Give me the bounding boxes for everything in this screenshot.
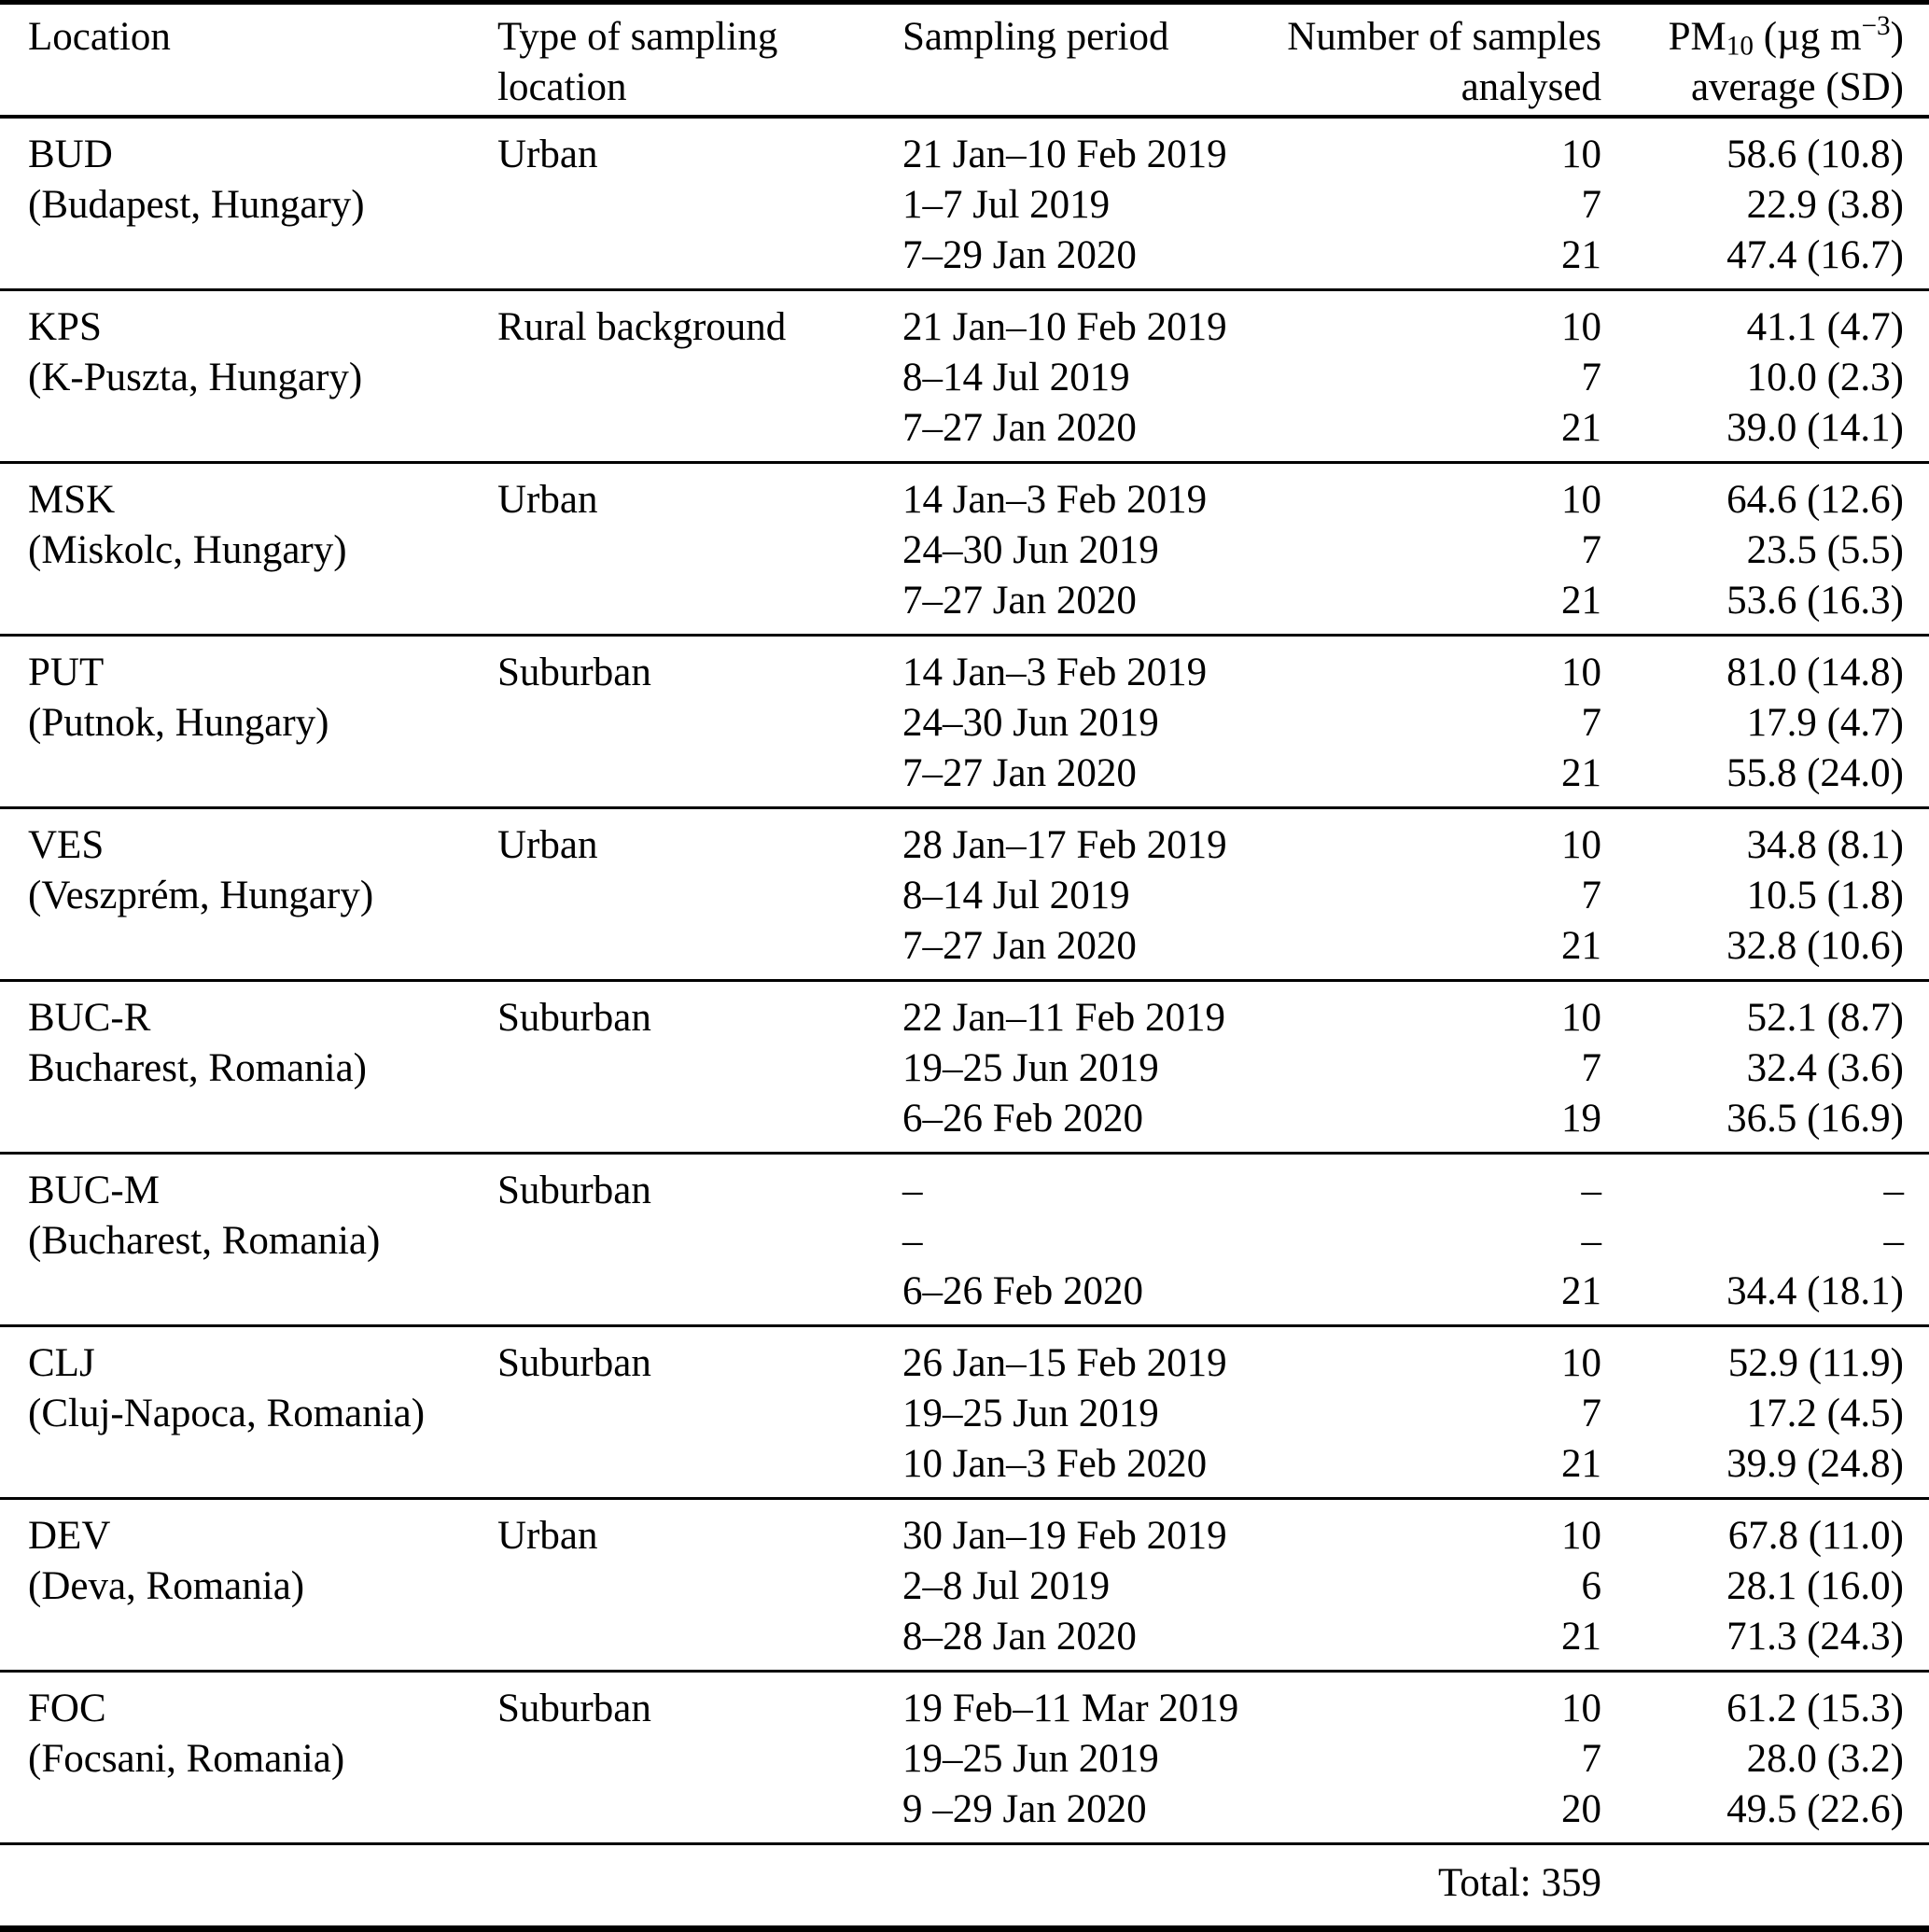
type-cell: [497, 636, 902, 808]
location-city: (Deva, Romania): [28, 1564, 305, 1608]
type-cell: [497, 463, 902, 636]
header-type: [497, 3, 902, 118]
pm10-value: 32.4 (3.6): [1746, 1046, 1904, 1090]
period-line: 19 Feb–11 Mar 2019: [902, 1687, 1239, 1730]
period-line: 14 Jan–3 Feb 2019: [902, 478, 1208, 522]
period-line: 21 Jan–10 Feb 2019: [902, 305, 1227, 349]
location-code: MSK: [28, 478, 116, 522]
type-cell: [497, 1672, 902, 1844]
location-code: BUC-M: [28, 1169, 160, 1212]
location-city: (Veszprém, Hungary): [28, 874, 374, 917]
period-cell: [902, 1672, 1287, 1844]
pm10-value: 28.1 (16.0): [1726, 1564, 1904, 1608]
pm10-value: 28.0 (3.2): [1746, 1737, 1904, 1781]
period-line: 9 –29 Jan 2020: [902, 1787, 1147, 1831]
location-cell: [0, 117, 497, 290]
pm10-value: 49.5 (22.6): [1726, 1787, 1904, 1831]
samples-cell: [1287, 463, 1601, 636]
period-line: 8–14 Jul 2019: [902, 356, 1130, 399]
period-line: 7–27 Jan 2020: [902, 751, 1137, 795]
period-line: 6–26 Feb 2020: [902, 1097, 1143, 1141]
location-cell: [0, 1499, 497, 1672]
samples-value: 7: [1581, 1046, 1601, 1090]
samples-cell: [1287, 290, 1601, 463]
samples-value: 10: [1561, 651, 1601, 694]
period-line: 7–27 Jan 2020: [902, 406, 1137, 450]
location-city: (Miskolc, Hungary): [28, 528, 347, 572]
period-line: 7–29 Jan 2020: [902, 233, 1137, 277]
pm-text: PM: [1668, 15, 1726, 59]
type-cell: [497, 117, 902, 290]
period-line: 19–25 Jun 2019: [902, 1046, 1159, 1090]
type-label: Urban: [497, 823, 598, 867]
pm10-value: 47.4 (16.7): [1726, 233, 1904, 277]
header-type-line2: location: [497, 65, 627, 109]
table-row-clj: [0, 1326, 1929, 1499]
samples-value: 21: [1561, 233, 1601, 277]
samples-value: 7: [1581, 1737, 1601, 1781]
pm10-cell: [1601, 463, 1929, 636]
samples-value: 10: [1561, 305, 1601, 349]
samples-cell: [1287, 1154, 1601, 1326]
type-cell: [497, 290, 902, 463]
location-city: (Bucharest, Romania): [28, 1219, 381, 1263]
table-row-foc: [0, 1672, 1929, 1844]
header-location: [0, 3, 497, 118]
type-label: Urban: [497, 133, 598, 176]
type-label: Rural background: [497, 305, 787, 349]
pm10-value: –: [1883, 1219, 1904, 1263]
pm-unit-close: ): [1890, 15, 1904, 59]
type-label: Urban: [497, 1514, 598, 1558]
period-line: 19–25 Jun 2019: [902, 1392, 1159, 1435]
samples-value: 21: [1561, 751, 1601, 795]
header-samples: [1287, 3, 1601, 118]
samples-value: 21: [1561, 1269, 1601, 1313]
type-label: Suburban: [497, 1341, 651, 1385]
total-row: [0, 1844, 1929, 1929]
pm10-value: 67.8 (11.0): [1727, 1514, 1904, 1558]
period-line: 22 Jan–11 Feb 2019: [902, 996, 1225, 1040]
period-line: 10 Jan–3 Feb 2020: [902, 1442, 1208, 1486]
period-cell: [902, 290, 1287, 463]
period-line: 1–7 Jul 2019: [902, 183, 1111, 227]
location-code: FOC: [28, 1687, 106, 1730]
type-cell: [497, 808, 902, 981]
pm10-value: 39.0 (14.1): [1726, 406, 1904, 450]
pm10-cell: [1601, 981, 1929, 1154]
samples-cell: [1287, 1672, 1601, 1844]
pm10-cell: [1601, 1672, 1929, 1844]
period-line: 6–26 Feb 2020: [902, 1269, 1143, 1313]
period-line: 28 Jan–17 Feb 2019: [902, 823, 1227, 867]
samples-value: –: [1581, 1219, 1601, 1263]
pm10-value: 58.6 (10.8): [1726, 133, 1904, 176]
header-samples-line1: Number of samples: [1287, 15, 1601, 59]
pm10-cell: [1601, 636, 1929, 808]
period-line: 26 Jan–15 Feb 2019: [902, 1341, 1227, 1385]
pm10-value: 36.5 (16.9): [1726, 1097, 1904, 1141]
table-row-put: [0, 636, 1929, 808]
location-city: (Cluj-Napoca, Romania): [28, 1392, 426, 1435]
table-row-kps: [0, 290, 1929, 463]
period-cell: [902, 1499, 1287, 1672]
pm10-value: 10.0 (2.3): [1746, 356, 1904, 399]
pm10-cell: [1601, 1154, 1929, 1326]
pm10-value: 71.3 (24.3): [1726, 1615, 1904, 1659]
period-line: 21 Jan–10 Feb 2019: [902, 133, 1227, 176]
location-code: VES: [28, 823, 105, 867]
header-period: [902, 3, 1287, 118]
type-label: Suburban: [497, 1687, 651, 1730]
period-cell: [902, 463, 1287, 636]
pm10-value: 17.9 (4.7): [1746, 701, 1904, 745]
samples-value: 21: [1561, 406, 1601, 450]
period-line: 30 Jan–19 Feb 2019: [902, 1514, 1227, 1558]
samples-value: 7: [1581, 528, 1601, 572]
period-line: 14 Jan–3 Feb 2019: [902, 651, 1208, 694]
samples-value: 19: [1561, 1097, 1601, 1141]
location-cell: [0, 636, 497, 808]
samples-value: 21: [1561, 579, 1601, 623]
pm10-value: 39.9 (24.8): [1726, 1442, 1904, 1486]
samples-value: 10: [1561, 996, 1601, 1040]
type-cell: [497, 1326, 902, 1499]
samples-cell: [1287, 808, 1601, 981]
period-cell: [902, 1326, 1287, 1499]
samples-value: 21: [1561, 1615, 1601, 1659]
samples-cell: [1287, 1326, 1601, 1499]
samples-value: 7: [1581, 183, 1601, 227]
location-city: (K-Puszta, Hungary): [28, 356, 363, 399]
location-cell: [0, 808, 497, 981]
type-label: Suburban: [497, 996, 651, 1040]
period-cell: [902, 117, 1287, 290]
pm10-value: 61.2 (15.3): [1726, 1687, 1904, 1730]
samples-cell: [1287, 981, 1601, 1154]
pm10-value: 22.9 (3.8): [1746, 183, 1904, 227]
table-row-dev: [0, 1499, 1929, 1672]
table-row-buc-m: [0, 1154, 1929, 1326]
samples-value: 10: [1561, 1341, 1601, 1385]
period-line: –: [902, 1219, 923, 1263]
period-line: 19–25 Jun 2019: [902, 1737, 1159, 1781]
pm10-value: –: [1883, 1169, 1904, 1212]
period-cell: [902, 808, 1287, 981]
location-code: CLJ: [28, 1341, 95, 1385]
samples-value: 10: [1561, 133, 1601, 176]
location-city: Bucharest, Romania): [28, 1046, 368, 1090]
type-label: Suburban: [497, 1169, 651, 1212]
period-cell: [902, 636, 1287, 808]
location-code: DEV: [28, 1514, 111, 1558]
pm10-value: 17.2 (4.5): [1746, 1392, 1904, 1435]
samples-value: –: [1581, 1169, 1601, 1212]
pm-unit-open: (µg m: [1754, 15, 1862, 59]
period-cell: [902, 981, 1287, 1154]
pm10-value: 52.9 (11.9): [1727, 1341, 1904, 1385]
pm10-value: 34.4 (18.1): [1726, 1269, 1904, 1313]
samples-value: 7: [1581, 356, 1601, 399]
location-cell: [0, 290, 497, 463]
samples-cell: [1287, 1499, 1601, 1672]
location-cell: [0, 981, 497, 1154]
samples-value: 10: [1561, 1687, 1601, 1730]
pm10-value: 10.5 (1.8): [1746, 874, 1904, 917]
type-cell: [497, 1154, 902, 1326]
header-period-label: Sampling period: [902, 15, 1169, 59]
pm10-value: 34.8 (8.1): [1746, 823, 1904, 867]
samples-value: 7: [1581, 701, 1601, 745]
pm10-cell: [1601, 1499, 1929, 1672]
location-city: (Budapest, Hungary): [28, 183, 365, 227]
pm10-value: 41.1 (4.7): [1746, 305, 1904, 349]
period-line: 7–27 Jan 2020: [902, 924, 1137, 968]
table-row-msk: [0, 463, 1929, 636]
total-cell: Total: 359: [1438, 1861, 1601, 1905]
pm10-value: 53.6 (16.3): [1726, 579, 1904, 623]
location-code: KPS: [28, 305, 102, 349]
samples-value: 7: [1581, 1392, 1601, 1435]
period-line: 24–30 Jun 2019: [902, 701, 1159, 745]
samples-value: 21: [1561, 924, 1601, 968]
pm10-value: 32.8 (10.6): [1726, 924, 1904, 968]
pm-exponent: −3: [1861, 10, 1891, 41]
samples-value: 20: [1561, 1787, 1601, 1831]
pm10-cell: [1601, 808, 1929, 981]
location-cell: [0, 1672, 497, 1844]
header-pm10: [1601, 3, 1929, 118]
location-cell: [0, 463, 497, 636]
location-code: BUC-R: [28, 996, 151, 1040]
period-line: –: [902, 1169, 923, 1212]
pm10-value: 81.0 (14.8): [1726, 651, 1904, 694]
period-line: 2–8 Jul 2019: [902, 1564, 1111, 1608]
location-cell: [0, 1154, 497, 1326]
location-cell: [0, 1326, 497, 1499]
type-cell: [497, 1499, 902, 1672]
header-row: [0, 3, 1929, 118]
header-pm10-line2: average (SD): [1690, 65, 1904, 109]
samples-cell: [1287, 117, 1601, 290]
pm-subscript: 10: [1726, 31, 1754, 62]
header-location-label: Location: [28, 15, 171, 59]
location-code: BUD: [28, 133, 113, 176]
header-pm10-line1: [1601, 12, 1904, 63]
samples-value: 10: [1561, 478, 1601, 522]
location-city: (Putnok, Hungary): [28, 701, 329, 745]
table-row-buc-r: [0, 981, 1929, 1154]
period-line: 8–28 Jan 2020: [902, 1615, 1137, 1659]
period-line: 8–14 Jul 2019: [902, 874, 1130, 917]
samples-value: 7: [1581, 874, 1601, 917]
samples-cell: [1287, 636, 1601, 808]
samples-value: 10: [1561, 823, 1601, 867]
pm10-value: 55.8 (24.0): [1726, 751, 1904, 795]
type-label: Urban: [497, 478, 598, 522]
pm10-cell: [1601, 1326, 1929, 1499]
header-samples-line2: analysed: [1461, 65, 1601, 109]
location-city: (Focsani, Romania): [28, 1737, 345, 1781]
pm10-value: 52.1 (8.7): [1746, 996, 1904, 1040]
samples-value: 21: [1561, 1442, 1601, 1486]
period-cell: [902, 1154, 1287, 1326]
header-type-line1: Type of sampling: [497, 15, 778, 59]
table-row-bud: [0, 117, 1929, 290]
type-cell: [497, 981, 902, 1154]
pm10-value: 23.5 (5.5): [1746, 528, 1904, 572]
table-row-ves: [0, 808, 1929, 981]
pm10-cell: [1601, 117, 1929, 290]
pm10-cell: [1601, 290, 1929, 463]
period-line: 24–30 Jun 2019: [902, 528, 1159, 572]
samples-value: 10: [1561, 1514, 1601, 1558]
samples-value: 6: [1581, 1564, 1601, 1608]
period-line: 7–27 Jan 2020: [902, 579, 1137, 623]
total-spacer-cell: [1601, 1844, 1929, 1929]
type-label: Suburban: [497, 651, 651, 694]
location-code: PUT: [28, 651, 105, 694]
pm10-value: 64.6 (12.6): [1726, 478, 1904, 522]
